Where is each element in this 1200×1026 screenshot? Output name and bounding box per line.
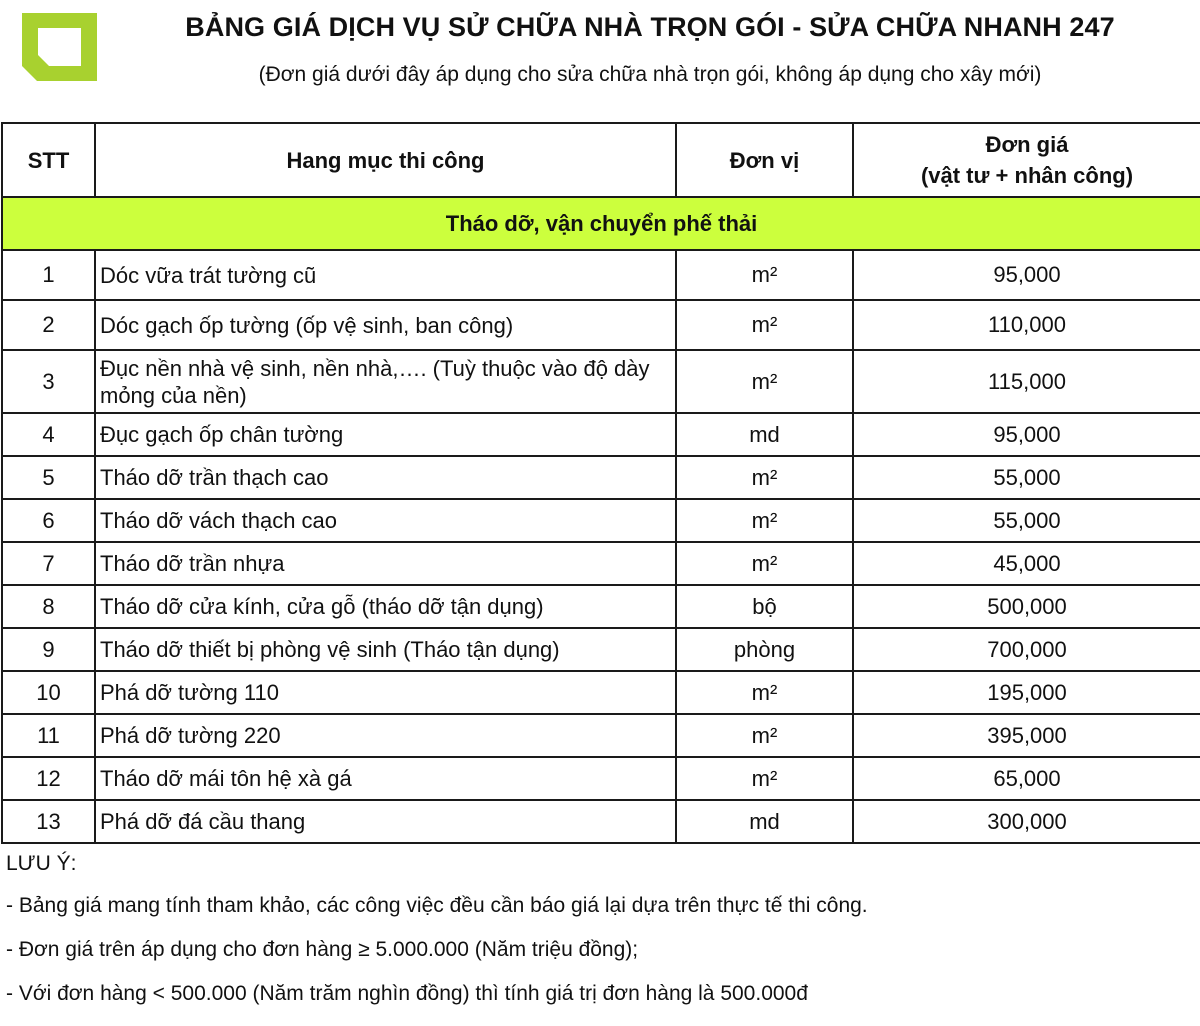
row-price: 700,000 [853, 628, 1200, 671]
table-row [2, 628, 1200, 671]
row-stt: 4 [2, 413, 95, 456]
table-row [2, 456, 1200, 499]
note-line: - Với đơn hàng < 500.000 (Năm trăm nghìn đồng) thì tính giá trị đơn hàng là 500.000đ [6, 982, 808, 1005]
row-stt: 3 [2, 350, 95, 413]
row-unit: m² [676, 250, 853, 300]
notes-title: LƯU Ý: [6, 852, 77, 875]
row-price: 65,000 [853, 757, 1200, 800]
column-header-price-line1: Đơn giá [985, 132, 1069, 157]
table-row [2, 714, 1200, 757]
row-unit: m² [676, 757, 853, 800]
table-row [2, 300, 1200, 350]
notes-block [6, 852, 868, 1026]
row-price: 95,000 [853, 413, 1200, 456]
column-header-item: Hang mục thi công [95, 123, 676, 197]
row-stt: 10 [2, 671, 95, 714]
row-price: 55,000 [853, 456, 1200, 499]
table-row [2, 250, 1200, 300]
row-item: Phá dỡ đá cầu thang [95, 800, 676, 843]
table-row [2, 800, 1200, 843]
table-row [2, 542, 1200, 585]
row-unit: m² [676, 714, 853, 757]
column-header-stt: STT [2, 123, 95, 197]
row-unit: phòng [676, 628, 853, 671]
row-unit: m² [676, 542, 853, 585]
brand-logo-icon [22, 13, 97, 81]
row-unit: m² [676, 671, 853, 714]
row-price: 395,000 [853, 714, 1200, 757]
table-row [2, 585, 1200, 628]
row-stt: 5 [2, 456, 95, 499]
row-price: 95,000 [853, 250, 1200, 300]
table-row [2, 671, 1200, 714]
page-title: BẢNG GIÁ DỊCH VỤ SỬ CHỮA NHÀ TRỌN GÓI - SỬA CHỮA NHANH 247 [185, 12, 1115, 42]
row-item: Tháo dỡ trần nhựa [95, 542, 676, 585]
row-stt: 6 [2, 499, 95, 542]
column-header-price-line2: (vật tư + nhân công) [920, 163, 1134, 188]
row-item: Dóc gạch ốp tường (ốp vệ sinh, ban công) [95, 300, 676, 350]
row-price: 115,000 [853, 350, 1200, 413]
table-row [2, 413, 1200, 456]
table-body [2, 250, 1200, 843]
note-line: - Đơn giá trên áp dụng cho đơn hàng ≥ 5.000.000 (Năm triệu đồng); [6, 938, 639, 961]
row-item: Đục nền nhà vệ sinh, nền nhà,…. (Tuỳ thuộc vào độ dày mỏng của nền) [95, 350, 676, 413]
row-unit: m² [676, 300, 853, 350]
row-price: 55,000 [853, 499, 1200, 542]
table-row [2, 350, 1200, 413]
row-item: Tháo dỡ thiết bị phòng vệ sinh (Tháo tận dụng) [95, 628, 676, 671]
page-subtitle: (Đơn giá dưới đây áp dụng cho sửa chữa nhà trọn gói, không áp dụng cho xây mới) [258, 63, 1042, 86]
section-row [2, 197, 1200, 250]
table-row [2, 499, 1200, 542]
row-item: Đục gạch ốp chân tường [95, 413, 676, 456]
price-table [1, 122, 1200, 844]
row-item: Tháo dỡ vách thạch cao [95, 499, 676, 542]
row-unit: md [676, 413, 853, 456]
row-item: Tháo dỡ trần thạch cao [95, 456, 676, 499]
row-stt: 12 [2, 757, 95, 800]
column-header-price [853, 123, 1200, 197]
row-unit: md [676, 800, 853, 843]
row-stt: 7 [2, 542, 95, 585]
table-row [2, 757, 1200, 800]
row-item: Phá dỡ tường 110 [95, 671, 676, 714]
row-unit: m² [676, 456, 853, 499]
row-item: Phá dỡ tường 220 [95, 714, 676, 757]
row-stt: 13 [2, 800, 95, 843]
note-line: - Bảng giá mang tính tham khảo, các công việc đều cần báo giá lại dựa trên thực tế thi công. [6, 894, 868, 917]
row-stt: 8 [2, 585, 95, 628]
row-item: Dóc vữa trát tường cũ [95, 250, 676, 300]
row-stt: 9 [2, 628, 95, 671]
row-price: 110,000 [853, 300, 1200, 350]
row-item: Tháo dỡ mái tôn hệ xà gá [95, 757, 676, 800]
row-price: 45,000 [853, 542, 1200, 585]
row-price: 500,000 [853, 585, 1200, 628]
row-price: 195,000 [853, 671, 1200, 714]
row-stt: 2 [2, 300, 95, 350]
row-unit: m² [676, 350, 853, 413]
row-stt: 1 [2, 250, 95, 300]
section-title: Tháo dỡ, vận chuyển phế thải [2, 197, 1200, 250]
row-unit: m² [676, 499, 853, 542]
row-unit: bộ [676, 585, 853, 628]
row-item: Tháo dỡ cửa kính, cửa gỗ (tháo dỡ tận dụng) [95, 585, 676, 628]
row-stt: 11 [2, 714, 95, 757]
row-price: 300,000 [853, 800, 1200, 843]
table-header-row [2, 123, 1200, 197]
column-header-unit: Đơn vị [676, 123, 853, 197]
